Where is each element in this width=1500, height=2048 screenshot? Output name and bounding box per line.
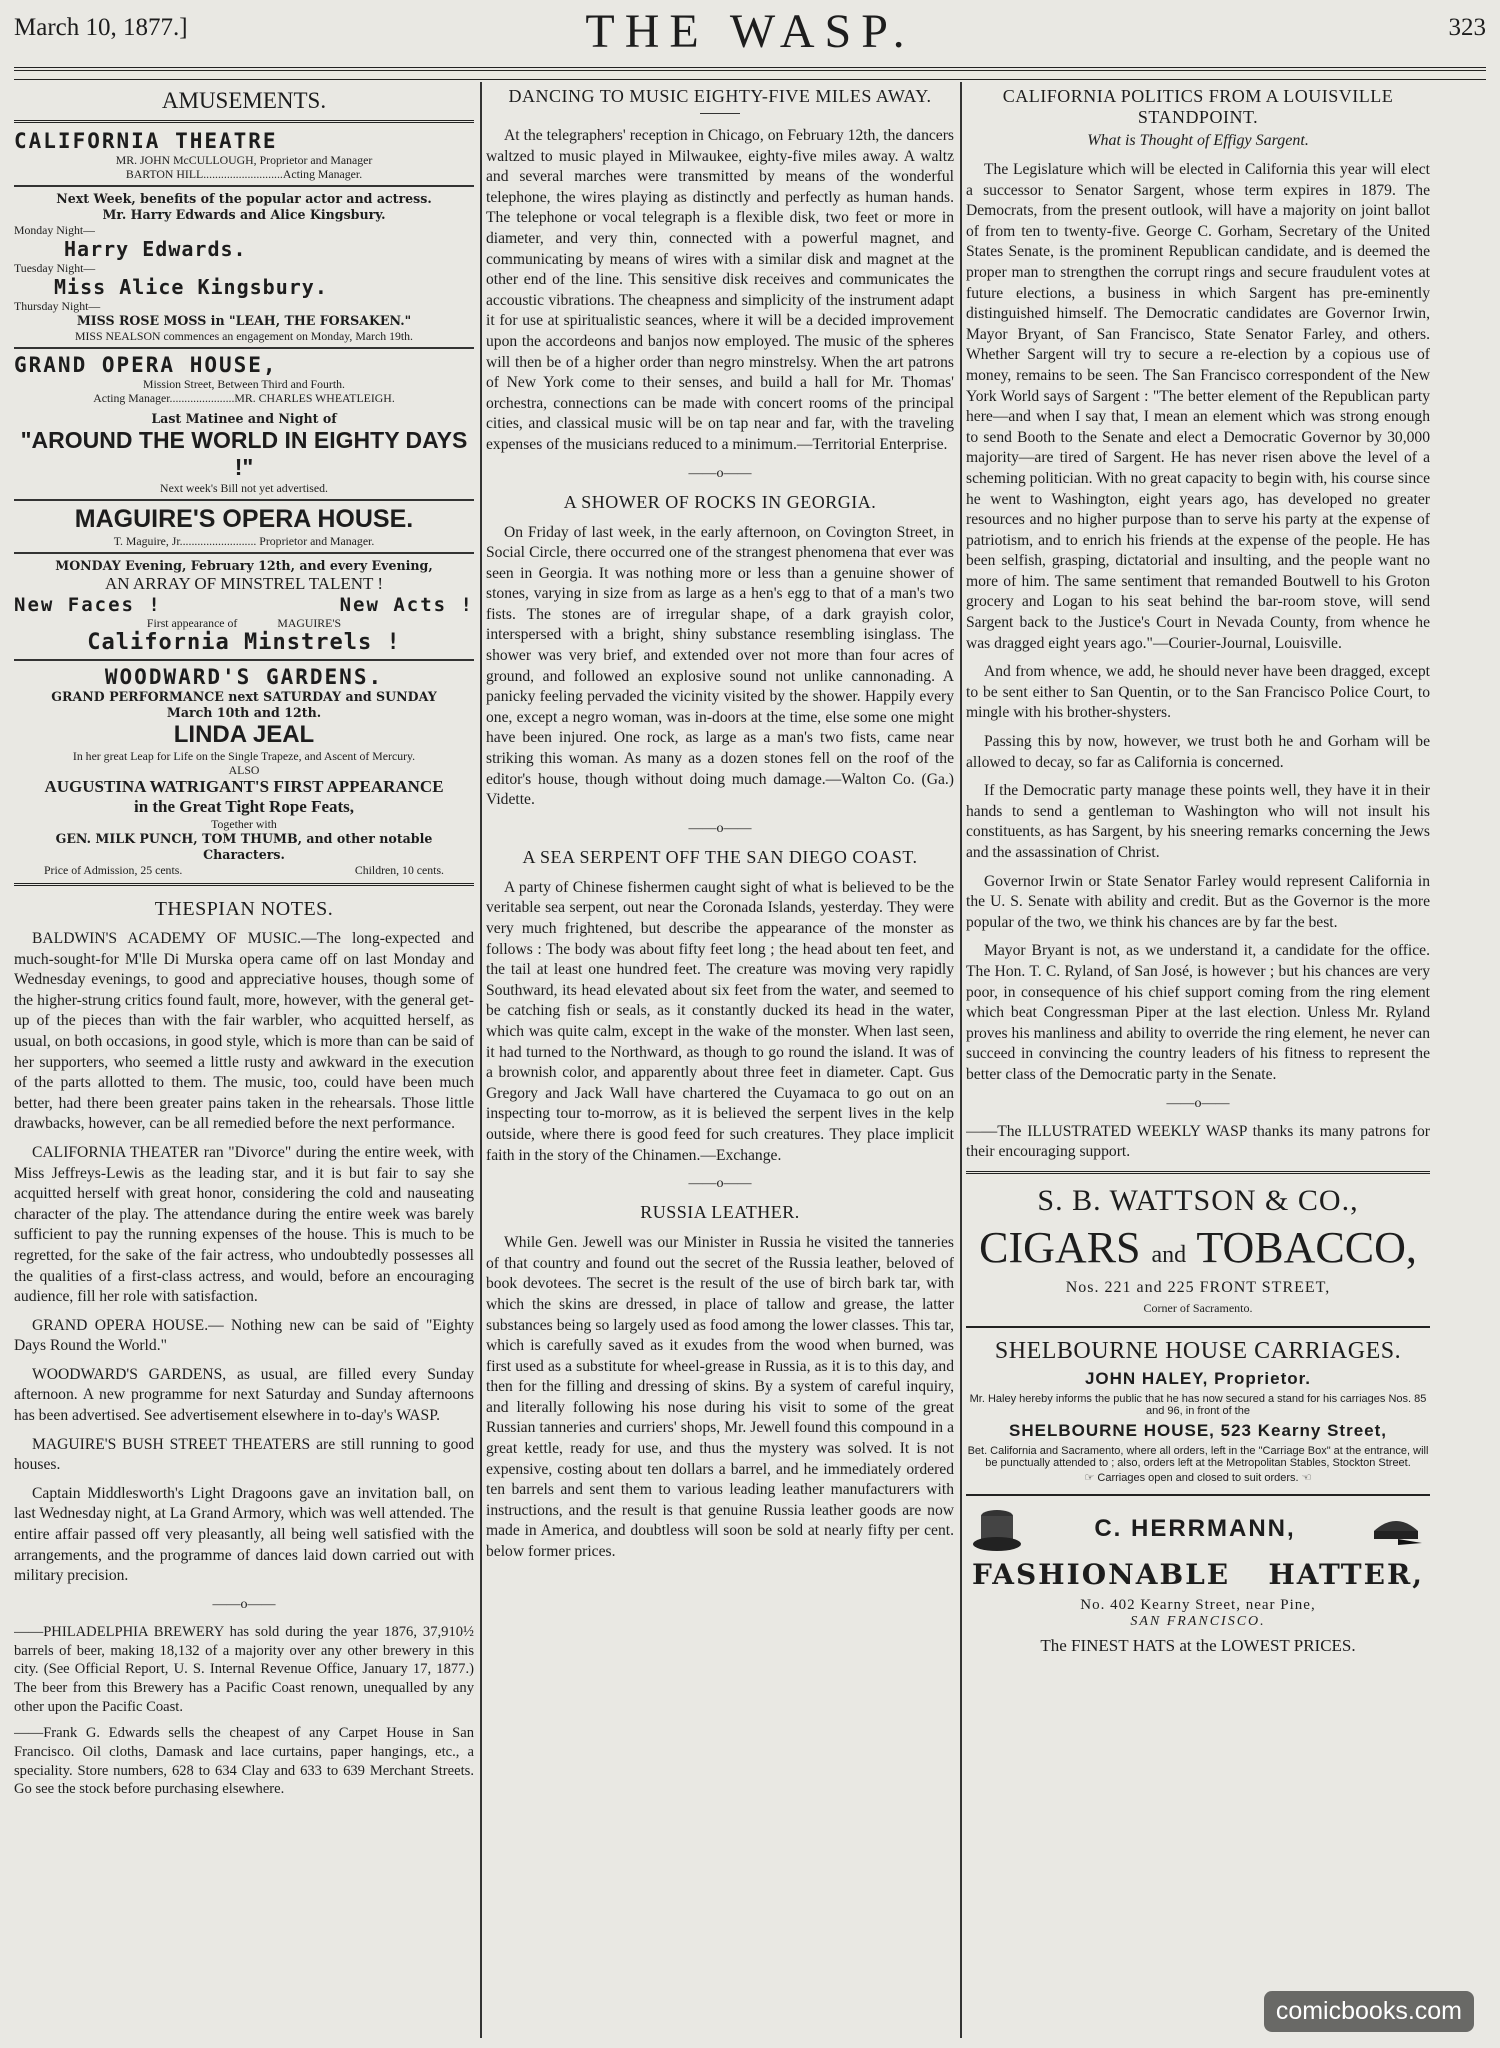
serpent-text: A party of Chinese fishermen caught sight of what is believed to be the veritable sea serpent, out near the Coronada Islands, yesterday. They were very much frightened, but describe the appearance of the monster as follows : The body was about fifty feet long ; the head about ten feet, and the tail at least one hundred feet. The creature was moving very rapidly Southward, its head elevated about six feet from the water, and seemed to be catching fish or seals, as it constantly ducked its head in the water, which was quite calm, except in the wake of the monster. When last seen, it had turned to the Northward, as though to go round the island. It was of a brownish color, and apparently about three feet in diameter. Capt. Gus Gregory and Jack Wall have chartered the Cuyamaca to go out on an inspecting tour to-morrow, as it is believed the serpent lives in the kelp outside, where there is good feed for such creatures. They place implicit faith in the story of the Chinamen.—Exchange. xyxy=(486,878,954,1164)
rope-feats: in the Great Tight Rope Feats, xyxy=(133,797,355,816)
column-3 xyxy=(966,82,1430,2038)
ornament: ——o—— xyxy=(688,465,752,481)
spacer xyxy=(486,1225,954,1233)
top-hat-icon xyxy=(972,1506,1022,1552)
maguires-label: MAGUIRE'S xyxy=(277,616,342,630)
ornament: ——o—— xyxy=(212,1596,276,1612)
haley-proprietor: JOHN HALEY, Proprietor. xyxy=(1084,1368,1312,1388)
maguire-title: MAGUIRE'S OPERA HOUSE. xyxy=(74,505,414,533)
thespian-para: WOODWARD'S GARDENS, as usual, are filled every Sunday afternoon. A new programme for next Saturday and Sunday afternoons has been advertised. See advertisement elsewhere in to-day's WASP. xyxy=(14,1365,474,1425)
grand-opera-title: GRAND OPERA HOUSE, xyxy=(14,353,278,377)
politics-para: The Legislature which will be elected in California this year will elect a successor to Senator Sargent, whose term expires in 1879. The Democrats, from the present outlook, will have a majority on joint ballot of from ten to twenty-five. George C. Gorham, Secretary of the United States Senate, is the prominent Republican candidate, and is deemed the proper man to strengthen the corrupt rings and secure fraudulent votes at future elections, a business in which Sargent has pre-eminently distinguished himself. The Democratic candidates are Governor Irwin, Mayor Bryant, of San Francisco, State Senator Farley, and others. Whether Sargent will try to secure a re-election by a copious use of money, remains to be seen. The San Francisco correspondent of the New York World says of Sargent : "The better element of the Republican party here—and when I say that, I mean an element which was strong enough to send Booth to the Senate and elect a Democratic Governor by 30,000 majority—are tired of Sargent. He has never risen above the level of a scheming politician. With no great capacity to begin with, his course since he went to Washington, eight years ago, has developed no greater resources and no higher purpose than to serve his party at the expense of patriotism, and to enrich his friends at the expense of the people. He has been selfish, grasping, dictatorial and insulting, and the people want no more of him. The same sentiment that remanded Boutwell to his Groton grocery and Logan to his seat behind the bar-room stove, will send Sargent back to the Justice's Court in Nevada County, from whence he was dragged eight years ago."—Courier-Journal, Louisville. xyxy=(966,161,1430,652)
edwards-notice: ——Frank G. Edwards sells the cheapest of any Carpet House in San Francisco. Oil cloths, Damask and lace curtains, paper hangings, etc., a speciality. Store numbers, 628 to 634 Clay and 633 to 639 Merchant Streets. Go see the stock before purchasing elsewhere. xyxy=(14,1725,474,1798)
politics-para: If the Democratic party manage these points well, they have it in their hands to send a gentleman to Washington who will not insult his constituents, as has Sargent, by his sneering remarks concerning the Jews and the assassination of Christ. xyxy=(966,782,1430,861)
politics-byline: What is Thought of Effigy Sargent. xyxy=(1087,132,1309,149)
masthead-rule xyxy=(14,67,1486,80)
masthead xyxy=(14,0,1486,60)
linda-jeal: LINDA JEAL xyxy=(173,721,315,748)
finest-hats: The FINEST HATS at the LOWEST PRICES. xyxy=(1040,1635,1356,1655)
nealson-notice: MISS NEALSON commences an engagement on Monday, March 19th. xyxy=(74,329,413,343)
column-rule xyxy=(480,82,482,2038)
fashionable-hatter xyxy=(966,1558,1430,1591)
politics-para: And from whence, we add, he should never have been dragged, except to be sent either to San Quentin, or to the San Francisco Police Court, to mingle with his brother-shysters. xyxy=(966,663,1430,722)
issue-date: March 10, 1877.] xyxy=(14,14,188,41)
linda-desc: In her great Leap for Life on the Single Trapeze, and Ascent of Mercury. xyxy=(72,749,416,763)
san-francisco: SAN FRANCISCO. xyxy=(1130,1613,1266,1629)
ca-minstrels: California Minstrels ! xyxy=(87,630,401,655)
newspaper-title: THE WASP. xyxy=(585,5,915,58)
ca-acting-manager: BARTON HILL...........................Acting Manager. xyxy=(125,167,363,181)
first-app-row xyxy=(14,616,474,630)
monday-act: Harry Edwards. xyxy=(64,237,247,261)
also-label: ALSO xyxy=(228,763,260,777)
brewery-notice: ——PHILADELPHIA BREWERY has sold during the year 1876, 37,910½ barrels of beer, making 18,132 of a majority over any other brewery in this city. (See Official Report, U. S. Internal Revenue Office, January 17, 1877.) The beer from this Brewery has a Pacific Coast renown, unequalled by any other upon the Pacific Coast. xyxy=(14,1623,474,1715)
watermark: comicbooks.com xyxy=(1264,1991,1474,2032)
grand-performance: GRAND PERFORMANCE next SATURDAY and SUNDAY xyxy=(51,689,437,704)
thespian-para: CALIFORNIA THEATER ran "Divorce" during the entire week, with Miss Jeffreys-Lewis as the leading star, and it is but fair to say she acquitted herself with great honor, considering the cold and nauseating character of the play. The attendance during the entire week was barely sufficient to pay the running expenses of the house. This is much to be regretted, for the sake of the fair actress, who undoubtedly possesses all the qualities of a first-class actress, and would, before an encouraging audience, fill her role with satisfaction. xyxy=(14,1143,474,1306)
fashionable-word: FASHIONABLE xyxy=(972,1557,1231,1591)
wattson-ad xyxy=(966,1171,1430,1656)
short-rule xyxy=(700,113,740,114)
cap-icon xyxy=(1368,1509,1424,1549)
tuesday-label: Tuesday Night— xyxy=(14,261,96,275)
rocks-heading: A SHOWER OF ROCKS IN GEORGIA. xyxy=(563,491,877,512)
new-acts: New Acts ! xyxy=(339,594,474,616)
thespian-para: Captain Middlesworth's Light Dragoons gave an invitation ball, on last Wednesday night, at La Grand Armory, which was well attended. The entire affair passed off very pleasantly, all being well satisfied with the arrangements, and the programme of dances laid down carried out with military precision. xyxy=(14,1484,474,1585)
ornament: ——o—— xyxy=(688,820,752,836)
march-dates: March 10th and 12th. xyxy=(166,705,322,720)
thespian-para: MAGUIRE'S BUSH STREET THEATERS are still running to good houses. xyxy=(14,1435,474,1474)
herrmann-header xyxy=(966,1506,1430,1552)
divider xyxy=(14,347,474,349)
politics-para: Mayor Bryant is not, as we understand it, a candidate for the office. The Hon. T. C. Ryland, of San José, is however ; but his chances are very poor, in consequence of his chief support coming from the ring element which beat Congressman Piper at the last election. Unless Mr. Ryland proves his manliness and ability to override the ring element, he never can succeed in convincing the country leaders of his fitness to represent the better class of the Democratic party in the Senate. xyxy=(966,942,1430,1083)
first-appearance: First appearance of xyxy=(146,616,238,630)
new-faces: New Faces ! xyxy=(14,594,162,616)
cigars-tobacco xyxy=(966,1222,1430,1273)
next-bill: Next week's Bill not yet advertised. xyxy=(160,481,328,495)
column-2 xyxy=(486,82,954,2038)
thespian-notes xyxy=(14,929,474,1587)
thespian-para: GRAND OPERA HOUSE.— Nothing new can be said of "Eighty Days Round the World." xyxy=(14,1316,474,1355)
russia-heading: RUSSIA LEATHER. xyxy=(640,1202,800,1223)
next-week-names: Mr. Harry Edwards and Alice Kingsbury. xyxy=(102,207,386,222)
admission-price: Price of Admission, 25 cents. xyxy=(44,863,183,877)
bet-california: Bet. California and Sacramento, where all orders, left in the "Carriage Box" at the entrance, will be punctually attended to ; also, orders left at the Metropolitan Stables, Stockton Street. xyxy=(967,1444,1429,1469)
column-1 xyxy=(14,82,474,2038)
wasp-thanks: ——The ILLUSTRATED WEEKLY WASP thanks its many patrons for their encouraging support. xyxy=(966,1122,1430,1161)
augustina: AUGUSTINA WATRIGANT'S FIRST APPEARANCE xyxy=(44,777,444,796)
grand-manager: Acting Manager......................MR. CHARLES WHEATLEIGH. xyxy=(93,391,395,405)
new-faces-row xyxy=(14,594,474,616)
amusements-section xyxy=(14,88,474,886)
tobacco-word: TOBACCO, xyxy=(1196,1222,1417,1272)
california-theatre-title: CALIFORNIA THEATRE xyxy=(14,129,278,153)
column-rule xyxy=(960,82,962,2038)
ca-manager: MR. JOHN McCULLOUGH, Proprietor and Manager xyxy=(115,153,373,167)
spacer xyxy=(486,515,954,523)
rocks-text: On Friday of last week, in the early afternoon, on Covington Street, in Social Circle, there occurred one of the strangest phenomena that ever was seen in Georgia. It was nothing more or less than a genuine shower of stones, varying in size from as large as a hen's egg to that of a man's two fists. The stones are of irregular shape, of a dark grayish color, interspersed with a bright, shiny substance resembling isinglass. The shower was very brief, and extended over not more than four acres of ground, and followed an explosive sound not unlike cannonading. A panicky feeling pervaded the vicinity visited by the shower. Happily every one, except a negro woman, was in-doors at the time, else some one might have been injured. One rock, as large as a man's two fists, came near striking this woman. As many as a dozen stones fell on the roof of the editor's house, though without doing much damage.—Walton Co. (Ga.) Vidette. xyxy=(486,523,954,809)
last-matinee: Last Matinee and Night of xyxy=(151,411,337,426)
children-price: Children, 10 cents. xyxy=(354,863,444,877)
ornament: ——o—— xyxy=(688,1176,752,1192)
politics-para: Passing this by now, however, we trust both he and Gorham will be allowed to decay, so far as California is concerned. xyxy=(966,733,1430,771)
hatter-word: HATTER, xyxy=(1268,1557,1424,1591)
spacer xyxy=(486,870,954,878)
milk-punch: GEN. MILK PUNCH, TOM THUMB, and other notable Characters. xyxy=(55,831,433,862)
carriages-open: ☞ Carriages open and closed to suit orders. ☜ xyxy=(1084,1471,1312,1484)
politics-para: Governor Irwin or State Senator Farley would represent California in the U. S. Senate with ability and credit. But as the Governor is the more popular of the two, we think his chances are by far the best. xyxy=(966,872,1430,931)
serpent-heading: A SEA SERPENT OFF THE SAN DIEGO COAST. xyxy=(522,846,918,867)
ornament: ——o—— xyxy=(1166,1095,1230,1111)
divider xyxy=(14,552,474,554)
monday-evening: MONDAY Evening, February 12th, and every Evening, xyxy=(55,558,433,573)
minstrel-array: AN ARRAY OF MINSTREL TALENT ! xyxy=(104,574,384,593)
wattson-name: S. B. WATTSON & CO., xyxy=(1037,1183,1359,1217)
amusements-heading: AMUSEMENTS. xyxy=(14,88,474,123)
dancing-text: At the telegraphers' reception in Chicago, on February 12th, the dancers waltzed to music played in Milwaukee, eighty-five miles away. A waltz and several marches were transmitted by means of the wonderful telephone, the wires playing as distinctly and perfectly as human hands. The telephone or vocal telegraph is a flexible disk, two feet or more in diameter, and very thin, connected with a powerful magnet, and communicating by means of wires with a similar disk and magnet at the other end of the line. This sensitive disk receives and communicates the accoustic vibrations. The cheapness and simplicity of the instrument adapt it for use at spiritualistic seances, where it will be a decided improvement upon the accordeons and banjos now employed. The music of the spheres will then be of a higher order than negro minstrelsy. When the art patrons of New York come to their senses, and build a hall for Mr. Thomas' orchestra, connections can be made with concert rooms of the principal cities, and classical music will be on tap near and far, with the traveling expenses of the musicians reduced to a minimum.—Territorial Enterprise. xyxy=(486,127,954,453)
together-with: Together with xyxy=(211,817,277,831)
cigars-word: CIGARS xyxy=(979,1222,1141,1272)
grand-address: Mission Street, Between Third and Fourth. xyxy=(143,377,345,391)
haley-note: Mr. Haley hereby informs the public that he has now secured a stand for his carriages Nos. 85 and 96, in front of the xyxy=(969,1392,1427,1417)
front-street: Nos. 221 and 225 FRONT STREET, xyxy=(1065,1278,1331,1296)
and-word: and xyxy=(1151,1241,1187,1268)
price-row xyxy=(14,863,474,877)
dancing-heading: DANCING TO MUSIC EIGHTY-FIVE MILES AWAY. xyxy=(508,86,932,106)
thursday-label: Thursday Night— xyxy=(14,299,101,313)
herrmann-address: No. 402 Kearny Street, near Pine, xyxy=(1080,1596,1316,1613)
herrmann-ad xyxy=(966,1494,1430,1656)
russia-text: While Gen. Jewell was our Minister in Russia he visited the tanneries of that country and found out the secret of the Russia leather, beloved of book devotees. The secret is the result of the use of birch bark tar, with which the skins are dressed, in place of tallow and grease, the latter substances being so largely used as food among the lower classes. This tar, which is carefully saved as it exudes from the wood when burned, was first used as a substitute for wheel-grease in Russia, as it is to this day, and then for the filling and dressing of skins. By a system of careful inquiry, and literally following his nose during his visit to some of the great Russian tanneries and curriers' shops, Mr. Jewell found this compound in a great kettle, ready for use, and thus the mystery was solved. It is not expensive, costing about ten dollars a barrel, and he immediately ordered ten barrels and sent them to various leading leather manufacturers with instructions, and the result is that genuine Russia leather goods are now made in America, and doubtless will soon be sold at nearly fifty per cent. below former prices. xyxy=(486,1234,954,1561)
divider xyxy=(14,659,474,661)
shelbourne-address: SHELBOURNE HOUSE, 523 Kearny Street, xyxy=(1009,1420,1387,1440)
maguire-manager: T. Maguire, Jr.......................... Proprietor and Manager. xyxy=(113,534,375,548)
eighty-days-title: "AROUND THE WORLD IN EIGHTY DAYS !" xyxy=(20,427,468,480)
woodward-title: WOODWARD'S GARDENS. xyxy=(104,665,384,689)
next-week-notice: Next Week, benefits of the popular actor and actress. xyxy=(56,191,432,206)
corner-sacramento: Corner of Sacramento. xyxy=(1143,1300,1253,1315)
thespian-heading: THESPIAN NOTES. xyxy=(154,898,334,920)
thursday-act: MISS ROSE MOSS in "LEAH, THE FORSAKEN." xyxy=(76,313,412,328)
thespian-para: BALDWIN'S ACADEMY OF MUSIC.—The long-expected and much-sought-for M'lle Di Murska opera came off on last Monday and Wednesday evenings, to good and appreciative houses, though some of the higher-strung critics found fault, more, however, with the general get-up of the pieces than with the fair warbler, who acquitted herself, as usual, on both occasions, in good style, which is more than can be said of her supporters, who seemed a little rusty and awkward in the execution of the parts allotted to them. The music, too, could have been much better, had there been greater pains taken in the rehearsals. Those little drawbacks, however, can be all remedied before the next performance. xyxy=(14,930,474,1133)
tuesday-act: Miss Alice Kingsbury. xyxy=(54,275,328,299)
politics-heading: CALIFORNIA POLITICS FROM A LOUISVILLE STANDPOINT. xyxy=(1002,86,1394,127)
shelbourne-title: SHELBOURNE HOUSE CARRIAGES. xyxy=(966,1326,1430,1365)
divider xyxy=(14,499,474,501)
divider xyxy=(14,185,474,187)
page-number: 323 xyxy=(1448,14,1486,41)
herrmann-name: C. HERRMANN, xyxy=(1094,1514,1296,1542)
monday-label: Monday Night— xyxy=(14,223,95,237)
